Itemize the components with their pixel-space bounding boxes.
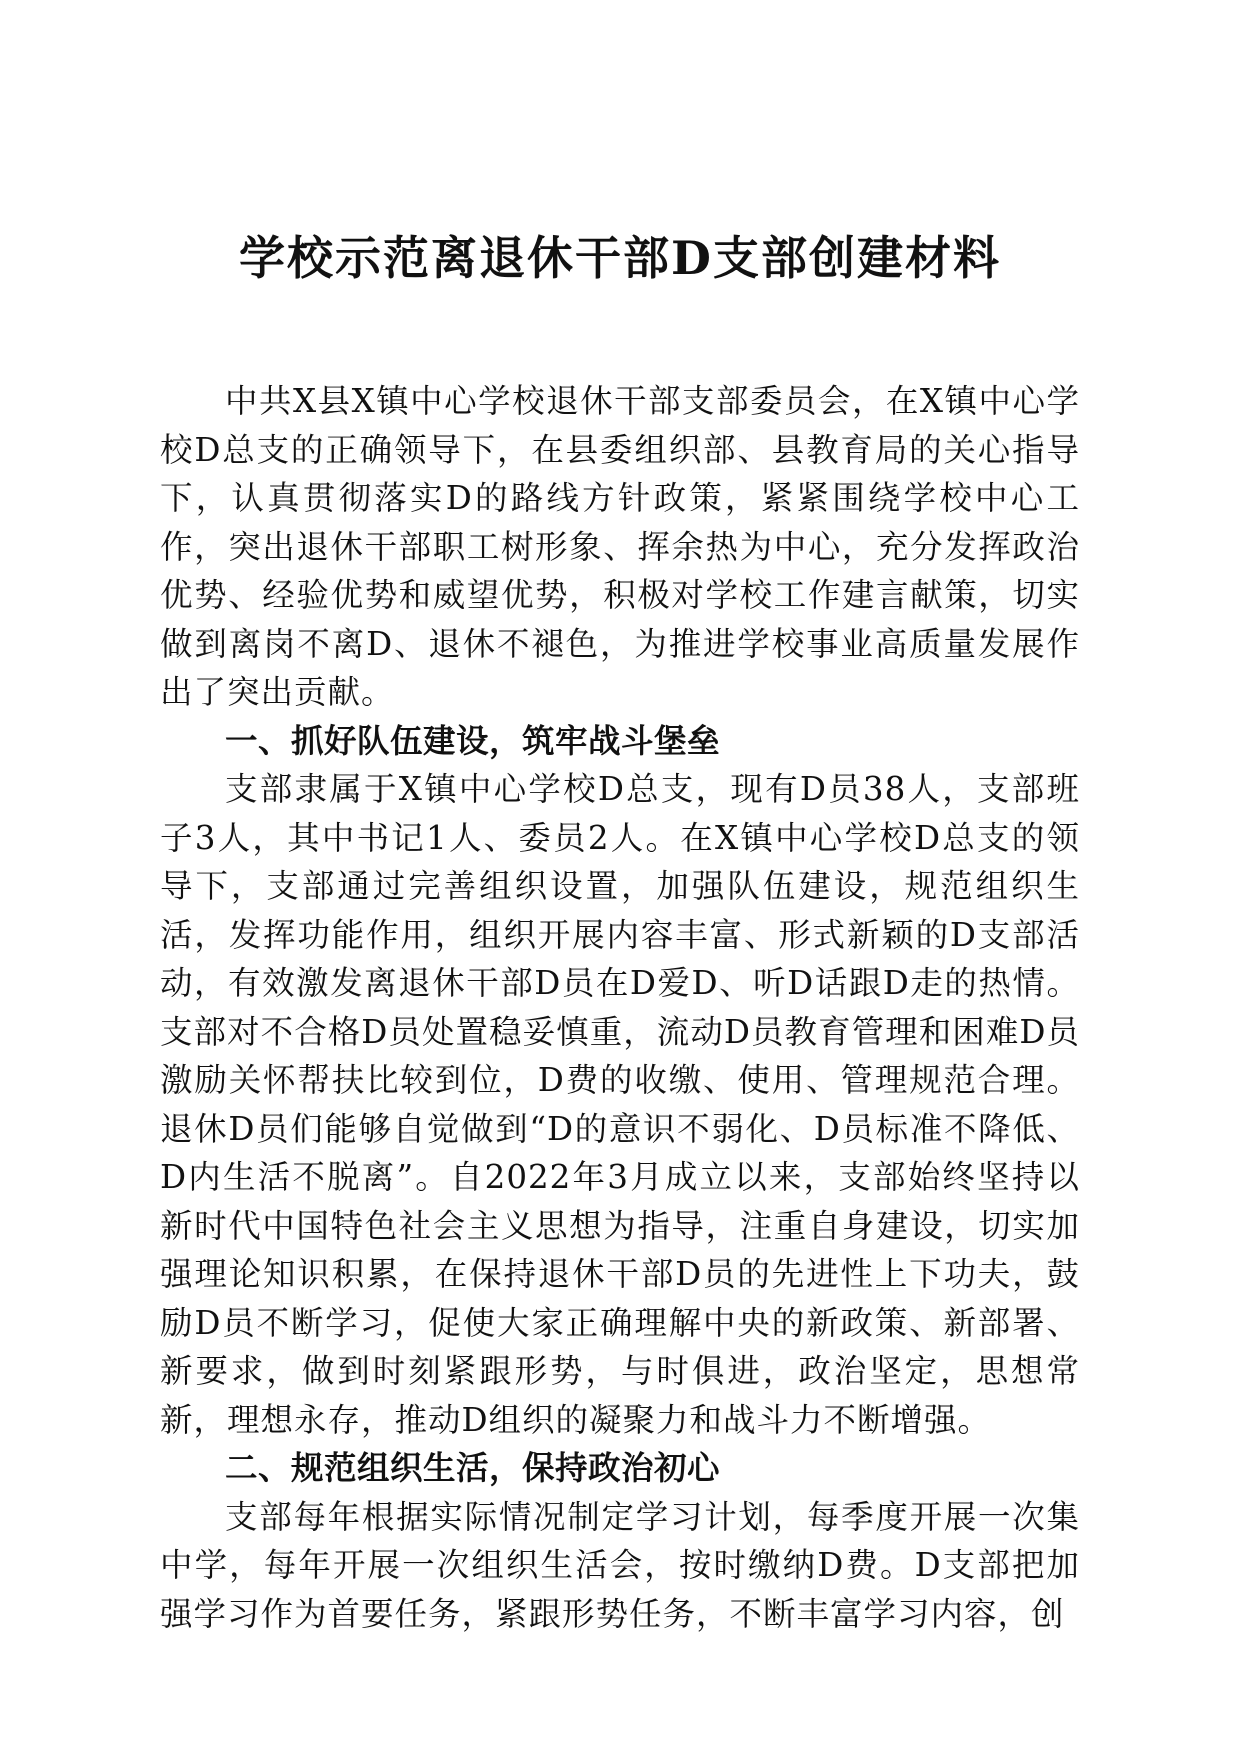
document-body <box>160 377 1080 1638</box>
document-title: 学校示范离退休干部D支部创建材料 <box>239 231 1001 285</box>
section-2-paragraph: 支部每年根据实际情况制定学习计划，每季度开展一次集中学，每年开展一次组织生活会，按时缴纳D费。D支部把加强学习作为首要任务，紧跟形势任务，不断丰富学习内容，创 <box>160 1497 1080 1633</box>
section-heading-1: 一、抓好队伍建设，筑牢战斗堡垒 <box>225 721 721 760</box>
section-1-paragraph: 支部隶属于X镇中心学校D总支，现有D员38人，支部班子3人，其中书记1人、委员2人。在X镇中心学校D总支的领导下，支部通过完善组织设置，加强队伍建设，规范组织生活，发挥功能作用，组织开展内容丰富、形式新颖的D支部活动，有效激发离退休干部D员在D爱D、听D话跟D走的热情。支部对不合格D员处置稳妥慎重，流动D员教育管理和困难D员激励关怀帮扶比较到位，D费的收缴、使用、管理规范合理。退休D员们能够自觉做到“D的意识不弱化、D员标准不降低、D内生活不脱离”。自2022年3月成立以来，支部始终坚持以新时代中国特色社会主义思想为指导，注重自身建设，切实加强理论知识积累，在保持退休干部D员的先进性上下功夫，鼓励D员不断学习，促使大家正确理解中央的新政策、新部署、新要求，做到时刻紧跟形势，与时俱进，政治坚定，思想常新，理想永存，推动D组织的凝聚力和战斗力不断增强。 <box>160 770 1080 1439</box>
section-heading-2: 二、规范组织生活，保持政治初心 <box>225 1449 721 1487</box>
intro-paragraph: 中共X县X镇中心学校退休干部支部委员会，在X镇中心学校D总支的正确领导下，在县委组织部、县教育局的关心指导下，认真贯彻落实D的路线方针政策，紧紧围绕学校中心工作，突出退休干部职工树形象、挥余热为中心，充分发挥政治优势、经验优势和威望优势，积极对学校工作建言献策，切实做到离岗不离D、退休不褪色，为推进学校事业高质量发展作出了突出贡献。 <box>160 382 1080 711</box>
